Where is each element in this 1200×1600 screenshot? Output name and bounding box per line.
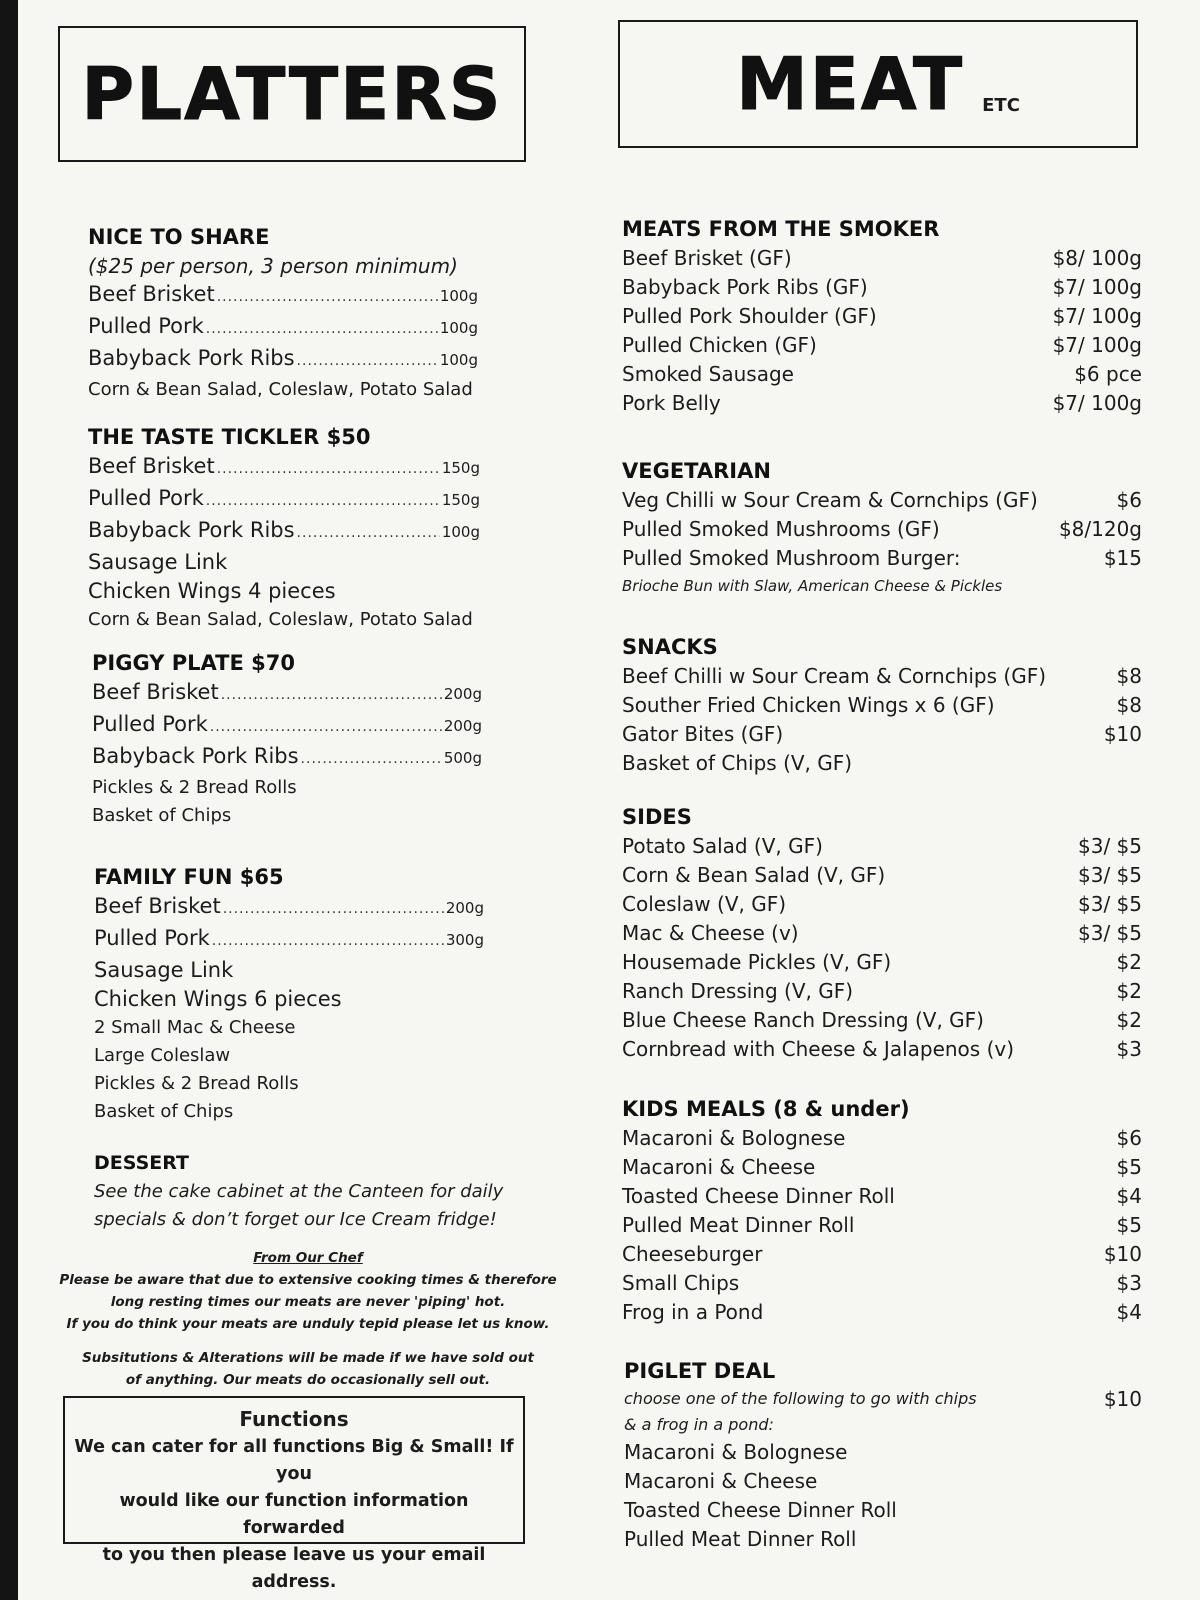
nice-to-share-section [88,222,478,404]
piglet-note: & a frog in a pond: [624,1415,774,1434]
platter-extra: Sausage Link [94,958,234,982]
menu-item: Toasted Cheese Dinner Roll $4 [622,1184,1142,1208]
platter-sides: Corn & Bean Salad, Coleslaw, Potato Salad [88,609,473,630]
section-heading: KIDS MEALS (8 & under) [622,1097,910,1121]
menu-item: Ranch Dressing (V, GF) $2 [622,979,1142,1003]
menu-item: Souther Fried Chicken Wings x 6 (GF) $8 [622,693,1142,717]
piglet-option: Toasted Cheese Dinner Roll [624,1498,897,1522]
platter-item: Pulled Pork ..... 300g [94,924,484,956]
menu-item: Mac & Cheese (v) $3/ $5 [622,921,1142,945]
menu-item: Coleslaw (V, GF) $3/ $5 [622,892,1142,916]
kids-meals-section [622,1094,1142,1327]
menu-item: Pulled Pork Shoulder (GF) $7/ 100g [622,304,1142,328]
menu-item: Potato Salad (V, GF) $3/ $5 [622,834,1142,858]
menu-item: Veg Chilli w Sour Cream & Cornchips (GF) $6 [622,488,1142,512]
menu-item: Blue Cheese Ranch Dressing (V, GF) $2 [622,1008,1142,1032]
menu-item: Babyback Pork Ribs (GF) $7/ 100g [622,275,1142,299]
section-heading: SIDES [622,805,692,829]
platter-item: Babyback Pork Ribs ..... 100g [88,516,480,548]
chef-note-line: Subsitutions & Alterations will be made if we have sold out [82,1350,534,1366]
functions-line: We can cater for all functions Big & Small! If you [74,1437,514,1484]
piglet-note-row: choose one of the following to go with chips $10 [624,1387,1142,1411]
section-heading: MEATS FROM THE SMOKER [622,217,940,241]
menu-item: Small Chips $3 [622,1271,1142,1295]
platter-extra: Basket of Chips [92,805,232,826]
section-heading: FAMILY FUN $65 [94,865,284,889]
platter-item: Babyback Pork Ribs ..... 100g [88,344,478,376]
menu-item: Beef Chilli w Sour Cream & Cornchips (GF) $8 [622,664,1142,688]
piglet-deal-section [624,1356,1142,1554]
platter-item: Pulled Pork ..... 100g [88,312,478,344]
menu-item: Gator Bites (GF) $10 [622,722,1142,746]
section-heading: THE TASTE TICKLER $50 [88,425,371,449]
menu-page [18,0,1200,1600]
menu-item: Pulled Smoked Mushroom Burger: $15 [622,546,1142,570]
piglet-option: Pulled Meat Dinner Roll [624,1527,857,1551]
family-fun-section [94,862,484,1126]
platter-item: Beef Brisket ..... 200g [92,678,482,710]
platter-extra: Chicken Wings 6 pieces [94,987,342,1011]
platter-item: Pulled Pork ..... 150g [88,484,480,516]
platter-item: Beef Brisket ..... 150g [88,452,480,484]
menu-item: Pulled Meat Dinner Roll $5 [622,1213,1142,1237]
functions-line: to you then please leave us your email address. [102,1545,486,1592]
section-heading: PIGGY PLATE $70 [92,651,295,675]
platter-extra: Pickles & 2 Bread Rolls [92,777,297,798]
menu-item: Macaroni & Bolognese $6 [622,1126,1142,1150]
piglet-option: Macaroni & Cheese [624,1469,818,1493]
menu-item: Basket of Chips (V, GF) [622,751,853,775]
menu-item: Macaroni & Cheese $5 [622,1155,1142,1179]
section-heading: VEGETARIAN [622,459,771,483]
dessert-note: specials & don’t forget our Ice Cream fridge! [94,1209,497,1230]
menu-item: Pork Belly $7/ 100g [622,391,1142,415]
vegetarian-section [622,456,1142,599]
piggy-plate-section [92,648,482,830]
menu-item: Frog in a Pond $4 [622,1300,1142,1324]
chef-note-line: of anything. Our meats do occasionally sell out. [125,1372,491,1388]
platter-extra: Pickles & 2 Bread Rolls [94,1073,299,1094]
section-heading: NICE TO SHARE [88,225,270,249]
item-description: Brioche Bun with Slaw, American Cheese & Pickles [622,577,1003,595]
taste-tickler-section [88,422,480,634]
platter-extra: Chicken Wings 4 pieces [88,579,336,603]
section-heading: SNACKS [622,635,718,659]
sides-section [622,802,1142,1064]
menu-item: Cheeseburger $10 [622,1242,1142,1266]
platter-extra: Basket of Chips [94,1101,234,1122]
chef-note-line: long resting times our meats are never 'piping' hot. [110,1294,506,1310]
menu-item: Cornbread with Cheese & Jalapenos (v) $3 [622,1037,1142,1061]
chef-note-title: From Our Chef [253,1250,363,1266]
platters-title-box [58,26,526,162]
meat-title: MEAT [736,42,965,126]
meat-title-box [618,20,1138,148]
smoker-section [622,214,1142,418]
platter-sides: Corn & Bean Salad, Coleslaw, Potato Salad [88,379,473,400]
dessert-section [94,1148,534,1234]
menu-item: Pulled Chicken (GF) $7/ 100g [622,333,1142,357]
chef-note [58,1247,558,1391]
piglet-option: Macaroni & Bolognese [624,1440,848,1464]
meat-title-suffix: ETC [982,95,1020,116]
section-subtitle: ($25 per person, 3 person minimum) [88,254,458,278]
menu-item: Beef Brisket (GF) $8/ 100g [622,246,1142,270]
section-heading: DESSERT [94,1152,189,1174]
platter-item: Babyback Pork Ribs ..... 500g [92,742,482,774]
dessert-note: See the cake cabinet at the Canteen for daily [94,1181,504,1202]
functions-line: would like our function information forwarded [119,1491,469,1538]
section-heading: PIGLET DEAL [624,1359,776,1383]
menu-item: Housemade Pickles (V, GF) $2 [622,950,1142,974]
platter-extra: 2 Small Mac & Cheese [94,1017,296,1038]
platter-extra: Large Coleslaw [94,1045,231,1066]
platter-item: Beef Brisket ..... 100g [88,280,478,312]
chef-note-line: If you do think your meats are unduly tepid please let us know. [66,1316,550,1332]
platter-item: Pulled Pork ..... 200g [92,710,482,742]
platter-extra: Sausage Link [88,550,228,574]
functions-box [63,1396,525,1592]
menu-item: Corn & Bean Salad (V, GF) $3/ $5 [622,863,1142,887]
snacks-section [622,632,1142,778]
menu-item: Pulled Smoked Mushrooms (GF) $8/120g [622,517,1142,541]
menu-item: Smoked Sausage $6 pce [622,362,1142,386]
platters-title: PLATTERS [81,52,503,136]
functions-title: Functions [239,1407,349,1431]
platter-item: Beef Brisket ..... 200g [94,892,484,924]
chef-note-line: Please be aware that due to extensive cooking times & therefore [59,1272,557,1288]
